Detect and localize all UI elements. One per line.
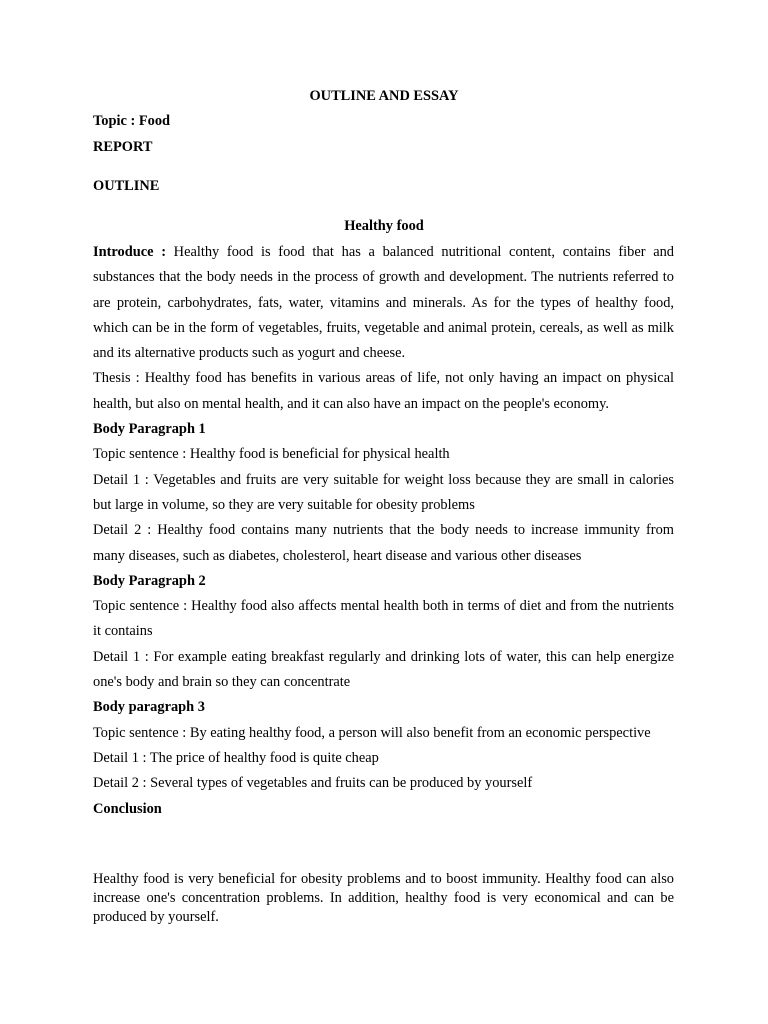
body-1-detail-2: Detail 2 : Healthy food contains many nutrients that the body needs to increase immunity from many diseases, such as diabetes, cholesterol, heart disease and various other diseases bbox=[93, 522, 674, 564]
introduce-label: Introduce : bbox=[93, 244, 166, 260]
essay-subtitle: Healthy food bbox=[344, 218, 424, 234]
introduce-text: Healthy food is food that has a balanced nutritional content, contains fiber and substances that the body needs in the process of growth and development. The nutrients referred to are protein, carbohydrates, fats, water, vitamins and minerals. As for the types of healthy food, which can be in the form of vegetables, fruits, vegetable and animal protein, cereals, as well as milk and its alternative products such as yogurt and cheese. bbox=[93, 244, 674, 362]
body-3-detail-2: Detail 2 : Several types of vegetables and fruits can be produced by yourself bbox=[93, 775, 533, 792]
conclusion-heading: Conclusion bbox=[93, 800, 162, 817]
body-3-topic-sentence: Topic sentence : By eating healthy food, a person will also benefit from an economic perspective bbox=[93, 724, 651, 741]
document-title: OUTLINE AND ESSAY bbox=[309, 88, 459, 104]
outline-body bbox=[93, 240, 674, 822]
body-paragraph-2-heading: Body Paragraph 2 bbox=[93, 572, 206, 589]
thesis-paragraph: Thesis : Healthy food has benefits in various areas of life, not only having an impact on physical health, but also on mental health, and it can also have an impact on the people's economy. bbox=[93, 370, 674, 412]
topic-line: Topic : Food bbox=[93, 113, 171, 129]
report-heading: REPORT bbox=[93, 139, 153, 155]
body-1-detail-1: Detail 1 : Vegetables and fruits are very suitable for weight loss because they are small in calories but large in volume, so they are very suitable for obesity problems bbox=[93, 471, 674, 513]
body-3-detail-1: Detail 1 : The price of healthy food is quite cheap bbox=[93, 749, 379, 766]
outline-heading: OUTLINE bbox=[93, 178, 160, 194]
body-2-topic-sentence: Topic sentence : Healthy food also affects mental health both in terms of diet and from the nutrients it contains bbox=[93, 598, 674, 640]
conclusion-paragraph: Healthy food is very beneficial for obesity problems and to boost immunity. Healthy food can also increase one's concentration problems. In addition, healthy food is very economical and can be produced by yourself. bbox=[93, 871, 674, 925]
body-1-topic-sentence: Topic sentence : Healthy food is beneficial for physical health bbox=[93, 446, 450, 463]
body-paragraph-3-heading: Body paragraph 3 bbox=[93, 699, 205, 716]
introduce-paragraph bbox=[93, 240, 674, 366]
body-paragraph-1-heading: Body Paragraph 1 bbox=[93, 421, 206, 438]
body-2-detail-1: Detail 1 : For example eating breakfast regularly and drinking lots of water, this can help energize one's body and brain so they can concentrate bbox=[93, 648, 674, 691]
